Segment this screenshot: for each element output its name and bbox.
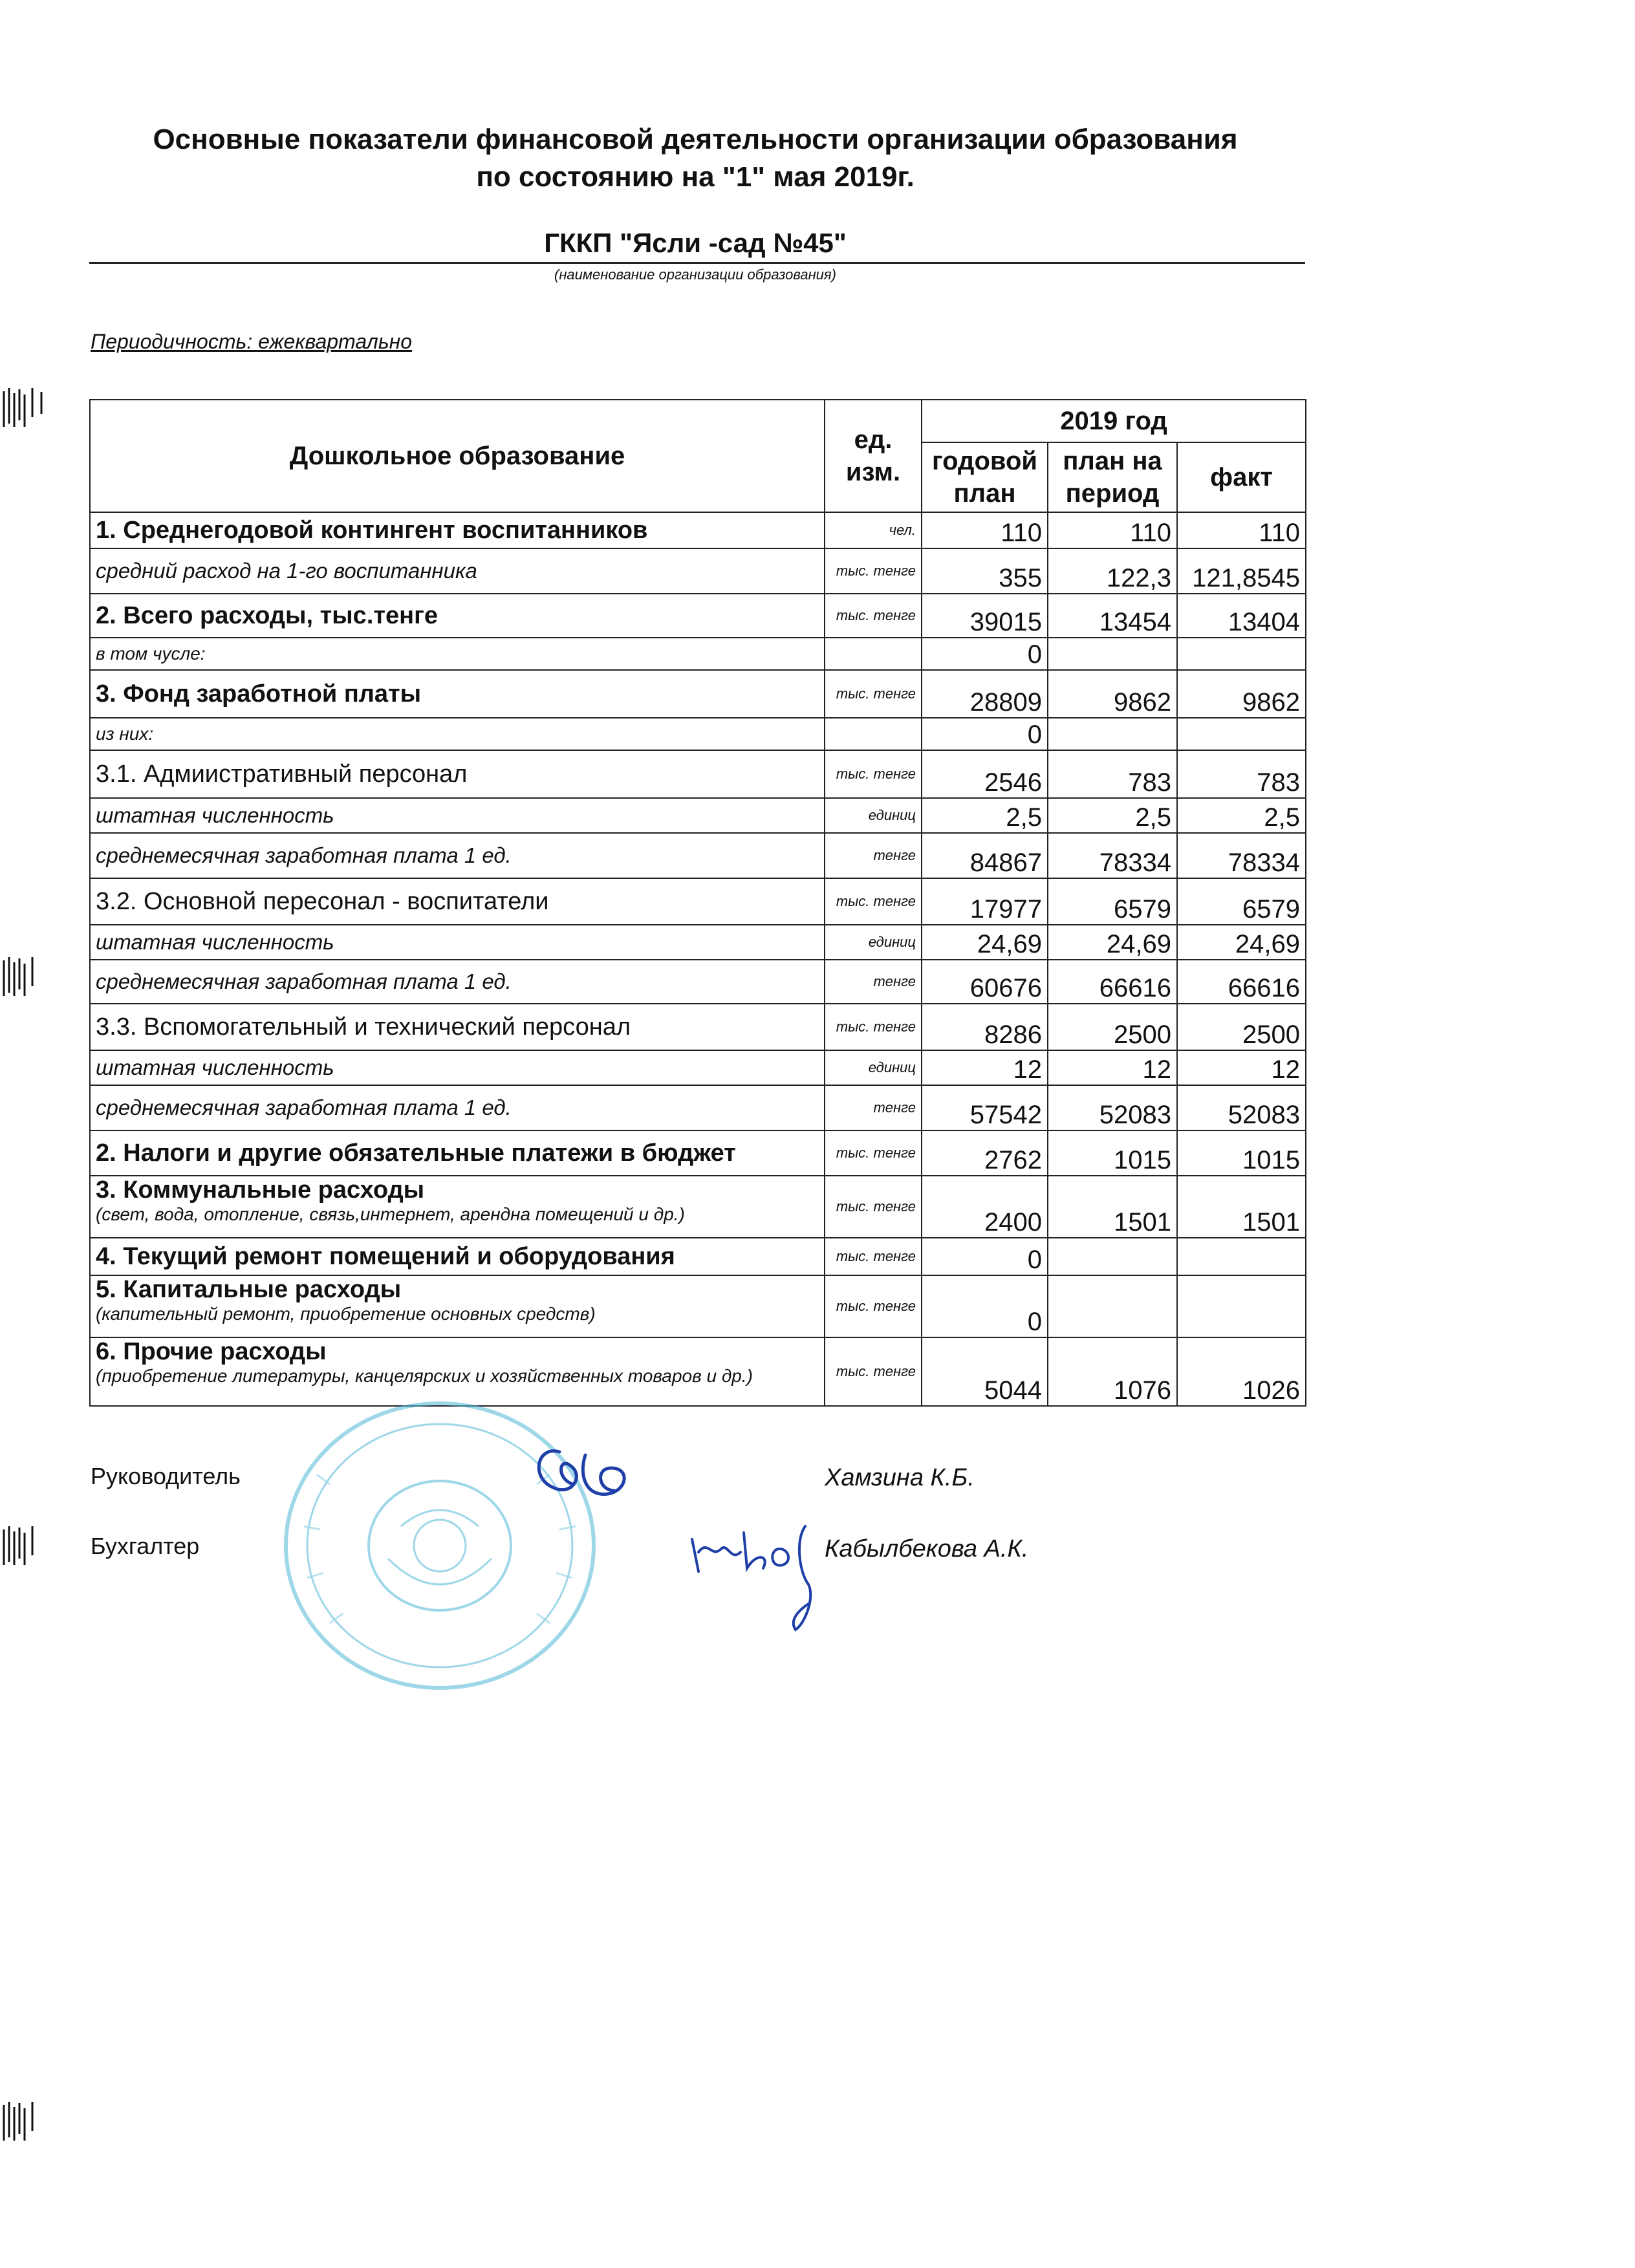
table-row	[90, 833, 1306, 878]
row-label	[90, 670, 825, 718]
accountant-signature-label: Бухгалтер	[91, 1533, 200, 1559]
column-header-title: Дошкольное образование	[90, 400, 825, 512]
row-label	[90, 1337, 825, 1406]
row-unit: тенге	[825, 960, 922, 1004]
row-unit: тыс. тенге	[825, 1130, 922, 1176]
period-plan-cell	[1048, 1275, 1177, 1337]
row-label-text: из них:	[96, 724, 154, 744]
fact-cell: 1026	[1177, 1337, 1306, 1406]
row-label-text: 2. Всего расходы, тыс.тенге	[96, 601, 439, 629]
accountant-name: Кабылбекова А.К.	[825, 1535, 1029, 1562]
row-unit: тыс. тенге	[825, 750, 922, 798]
annual-plan-cell: 24,69	[922, 925, 1048, 960]
fact-cell: 52083	[1177, 1085, 1306, 1130]
row-label-text: 4. Текущий ремонт помещений и оборудования	[96, 1242, 675, 1270]
row-unit: тыс. тенге	[825, 594, 922, 638]
row-unit: тыс. тенге	[825, 1004, 922, 1050]
row-label	[90, 1275, 825, 1337]
scan-artifact-marks	[0, 1526, 71, 1565]
period-plan-cell: 1015	[1048, 1130, 1177, 1176]
row-label	[90, 960, 825, 1004]
period-plan-cell: 1076	[1048, 1337, 1177, 1406]
table-row	[90, 1337, 1306, 1406]
fact-cell	[1177, 1275, 1306, 1337]
row-label-text: в том чусле:	[96, 643, 206, 664]
row-unit	[825, 638, 922, 670]
period-plan-cell: 52083	[1048, 1085, 1177, 1130]
row-label	[90, 878, 825, 925]
row-label-text: 3. Коммунальные расходы	[96, 1176, 425, 1204]
table-row	[90, 878, 1306, 925]
row-sublabel: (приобретение литературы, канцелярских и хозяйственных товаров и др.)	[96, 1366, 753, 1386]
row-label	[90, 925, 825, 960]
row-label	[90, 833, 825, 878]
head-signature-label: Руководитель	[91, 1463, 241, 1489]
row-label-text: среднемесячная заработная плата 1 ед.	[96, 969, 512, 993]
row-unit: тенге	[825, 833, 922, 878]
table-row	[90, 548, 1306, 594]
table-row	[90, 1238, 1306, 1275]
period-plan-cell: 2,5	[1048, 798, 1177, 833]
column-header-year: 2019 год	[922, 400, 1306, 442]
fact-cell: 783	[1177, 750, 1306, 798]
document-title-line2: по состоянию на "1" мая 2019г.	[476, 161, 915, 193]
row-label	[90, 1238, 825, 1275]
accountant-signature-scribble	[686, 1513, 834, 1643]
table-body	[90, 512, 1306, 1406]
row-label	[90, 1130, 825, 1176]
period-plan-cell	[1048, 718, 1177, 750]
row-unit: тыс. тенге	[825, 878, 922, 925]
table-row	[90, 1130, 1306, 1176]
annual-plan-cell: 0	[922, 1275, 1048, 1337]
row-unit	[825, 718, 922, 750]
fact-cell: 13404	[1177, 594, 1306, 638]
organization-underline	[89, 262, 1305, 264]
annual-plan-cell: 0	[922, 1238, 1048, 1275]
table-row	[90, 512, 1306, 548]
annual-plan-cell: 8286	[922, 1004, 1048, 1050]
fact-cell: 78334	[1177, 833, 1306, 878]
head-signature-scribble	[524, 1439, 640, 1510]
table-row	[90, 1085, 1306, 1130]
row-label-text: 3.1. Адмиистративный персонал	[96, 760, 468, 788]
table-row	[90, 638, 1306, 670]
fact-cell: 110	[1177, 512, 1306, 548]
row-unit: чел.	[825, 512, 922, 548]
row-unit: тыс. тенге	[825, 1176, 922, 1238]
row-label-text: 3.3. Вспомогательный и технический персонал	[96, 1013, 631, 1041]
fact-cell: 6579	[1177, 878, 1306, 925]
annual-plan-cell: 39015	[922, 594, 1048, 638]
row-unit: тенге	[825, 1085, 922, 1130]
row-unit: тыс. тенге	[825, 670, 922, 718]
row-unit: единиц	[825, 1050, 922, 1085]
row-label-text: 6. Прочие расходы	[96, 1338, 327, 1365]
table-row	[90, 960, 1306, 1004]
period-plan-cell: 12	[1048, 1050, 1177, 1085]
column-header-unit: ед. изм.	[825, 400, 922, 512]
row-unit: тыс. тенге	[825, 548, 922, 594]
table-row	[90, 718, 1306, 750]
row-label-text: среднемесячная заработная плата 1 ед.	[96, 1096, 512, 1119]
document-title-line1: Основные показатели финансовой деятельности организации образования	[153, 124, 1238, 155]
row-unit: тыс. тенге	[825, 1337, 922, 1406]
row-label	[90, 548, 825, 594]
period-plan-cell	[1048, 1238, 1177, 1275]
period-plan-cell: 783	[1048, 750, 1177, 798]
periodicity-note: Периодичность: ежеквартально	[91, 330, 413, 353]
row-label-text: 3.2. Основной пересонал - воспитатели	[96, 887, 549, 915]
row-unit: тыс. тенге	[825, 1238, 922, 1275]
row-label	[90, 750, 825, 798]
row-sublabel: (свет, вода, отопление, связь,интернет, арендна помещений и др.)	[96, 1204, 685, 1224]
row-label	[90, 718, 825, 750]
fact-cell: 12	[1177, 1050, 1306, 1085]
period-plan-cell: 24,69	[1048, 925, 1177, 960]
fact-cell	[1177, 638, 1306, 670]
annual-plan-cell: 0	[922, 638, 1048, 670]
fact-cell: 121,8545	[1177, 548, 1306, 594]
annual-plan-cell: 2400	[922, 1176, 1048, 1238]
row-label	[90, 1085, 825, 1130]
annual-plan-cell: 0	[922, 718, 1048, 750]
head-name: Хамзина К.Б.	[825, 1464, 975, 1491]
table-row	[90, 1275, 1306, 1337]
fact-cell: 24,69	[1177, 925, 1306, 960]
period-plan-cell: 66616	[1048, 960, 1177, 1004]
row-label-text: 1. Среднегодовой контингент воспитанников	[96, 516, 648, 544]
period-plan-cell: 110	[1048, 512, 1177, 548]
annual-plan-cell: 355	[922, 548, 1048, 594]
row-label	[90, 594, 825, 638]
annual-plan-cell: 57542	[922, 1085, 1048, 1130]
period-plan-cell: 1501	[1048, 1176, 1177, 1238]
period-plan-cell	[1048, 638, 1177, 670]
table-row	[90, 798, 1306, 833]
period-plan-cell: 13454	[1048, 594, 1177, 638]
period-plan-cell: 6579	[1048, 878, 1177, 925]
row-label	[90, 798, 825, 833]
row-sublabel: (капительный ремонт, приобретение основных средств)	[96, 1304, 596, 1324]
table-row	[90, 670, 1306, 718]
row-label-text: штатная численность	[96, 1055, 334, 1079]
scan-artifact-marks	[0, 957, 71, 996]
row-label	[90, 1176, 825, 1238]
annual-plan-cell: 2762	[922, 1130, 1048, 1176]
financial-indicators-table	[89, 399, 1306, 1407]
row-label-text: средний расход на 1-го воспитанника	[96, 559, 477, 583]
row-label-text: 2. Налоги и другие обязательные платежи в бюджет	[96, 1139, 736, 1167]
row-unit: единиц	[825, 798, 922, 833]
annual-plan-cell: 12	[922, 1050, 1048, 1085]
period-plan-cell: 122,3	[1048, 548, 1177, 594]
row-label-text: штатная численность	[96, 803, 334, 827]
annual-plan-cell: 28809	[922, 670, 1048, 718]
table-row	[90, 594, 1306, 638]
annual-plan-cell: 110	[922, 512, 1048, 548]
scan-artifact-marks	[0, 2102, 71, 2141]
fact-cell: 9862	[1177, 670, 1306, 718]
column-header-annual-plan: годовой план	[922, 442, 1048, 512]
organization-caption: (наименование организации образования)	[554, 266, 836, 283]
fact-cell: 66616	[1177, 960, 1306, 1004]
fact-cell: 2,5	[1177, 798, 1306, 833]
period-plan-cell: 78334	[1048, 833, 1177, 878]
fact-cell: 2500	[1177, 1004, 1306, 1050]
row-unit: тыс. тенге	[825, 1275, 922, 1337]
column-header-period-plan: план на период	[1048, 442, 1177, 512]
table-row	[90, 1176, 1306, 1238]
annual-plan-cell: 84867	[922, 833, 1048, 878]
row-unit: единиц	[825, 925, 922, 960]
row-label-text: штатная численность	[96, 930, 334, 954]
row-label	[90, 1004, 825, 1050]
row-label	[90, 512, 825, 548]
annual-plan-cell: 5044	[922, 1337, 1048, 1406]
annual-plan-cell: 2,5	[922, 798, 1048, 833]
table-row	[90, 925, 1306, 960]
row-label	[90, 638, 825, 670]
annual-plan-cell: 60676	[922, 960, 1048, 1004]
fact-cell: 1015	[1177, 1130, 1306, 1176]
annual-plan-cell: 2546	[922, 750, 1048, 798]
fact-cell	[1177, 718, 1306, 750]
period-plan-cell: 9862	[1048, 670, 1177, 718]
organization-name: ГККП "Ясли -сад №45"	[544, 228, 847, 258]
row-label-text: 5. Капитальные расходы	[96, 1276, 402, 1303]
table-row	[90, 1004, 1306, 1050]
fact-cell	[1177, 1238, 1306, 1275]
annual-plan-cell: 17977	[922, 878, 1048, 925]
row-label	[90, 1050, 825, 1085]
row-label-text: среднемесячная заработная плата 1 ед.	[96, 843, 512, 867]
fact-cell: 1501	[1177, 1176, 1306, 1238]
table-row	[90, 1050, 1306, 1085]
period-plan-cell: 2500	[1048, 1004, 1177, 1050]
row-label-text: 3. Фонд заработной платы	[96, 680, 422, 707]
scan-artifact-marks	[0, 388, 71, 427]
column-header-fact: факт	[1177, 442, 1306, 512]
table-row	[90, 750, 1306, 798]
